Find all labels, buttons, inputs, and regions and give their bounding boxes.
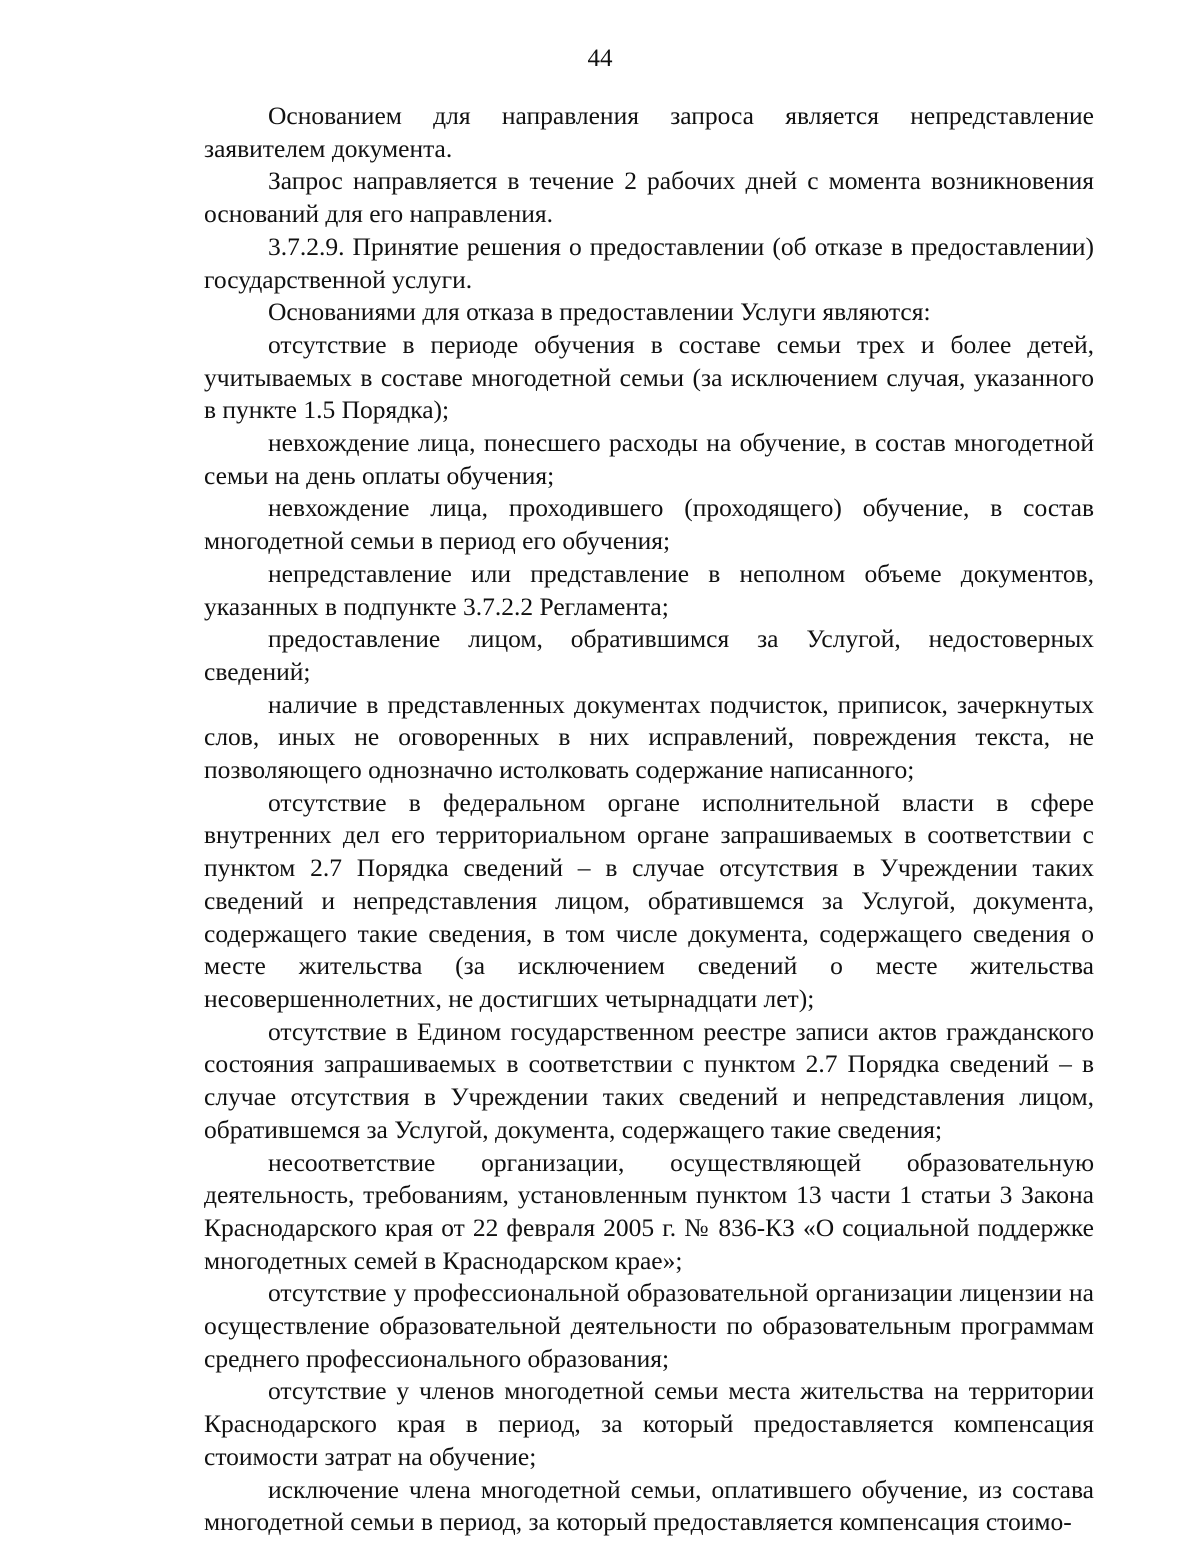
document-body [204, 100, 1094, 1539]
page-number: 44 [587, 45, 613, 72]
list-item-refusal-ground: наличие в представленных документах подчисток, приписок, зачеркнутых слов, иных не оговоренных в них исправлений, повреждения текста, не позволяющего однозначно истолковать содержание написанного; [204, 689, 1094, 785]
paragraph-section-3-7-2-9: 3.7.2.9. Принятие решения о предоставлении (об отказе в предоставлении) государственной услуги. [204, 231, 1094, 294]
list-item-refusal-ground: отсутствие в периоде обучения в составе семьи трех и более детей, учитываемых в составе многодетной семьи (за исключением случая, указанного в пункте 1.5 Порядка); [204, 329, 1094, 425]
paragraph-request-basis: Основанием для направления запроса является непредставление заявителем документа. [204, 101, 1094, 163]
list-item-refusal-ground: исключение члена многодетной семьи, оплатившего обучение, из состава многодетной семьи в период, за который предоставляется компенсация стоимо- [204, 1474, 1094, 1537]
list-item-refusal-ground: несоответствие организации, осуществляющей образовательную деятельность, требованиям, установленным пунктом 13 части 1 статьи 3 Закона Краснодарского края от 22 февраля 2005 г. № 836-КЗ «О социальной поддержке многодетных семей в Краснодарском крае»; [204, 1147, 1094, 1275]
paragraph-request-term: Запрос направляется в течение 2 рабочих дней с момента возникновения оснований для его направления. [204, 166, 1094, 229]
list-item-refusal-ground: отсутствие в Едином государственном реестре записи актов гражданского состояния запрашиваемых в соответствии с пунктом 2.7 Порядка сведений – в случае отсутствия в Учреждении таких сведений и непредставления лицом, обратившемся за Услугой, документа, содержащего такие сведения; [204, 1016, 1094, 1144]
list-item-refusal-ground: невхождение лица, понесшего расходы на обучение, в состав многодетной семьи на день оплаты обучения; [204, 428, 1094, 490]
paragraph-refusal-grounds-intro: Основаниями для отказа в предоставлении Услуги являются: [268, 297, 931, 327]
list-item-refusal-ground: отсутствие у членов многодетной семьи места жительства на территории Краснодарского края в период, за который предоставляется компенсация стоимости затрат на обучение; [204, 1376, 1094, 1471]
list-item-refusal-ground: невхождение лица, проходившего (проходящего) обучение, в состав многодетной семьи в период его обучения; [204, 493, 1094, 556]
list-item-refusal-ground: непредставление или представление в неполном объеме документов, указанных в подпункте 3.7.2.2 Регламента; [204, 558, 1094, 621]
list-item-refusal-ground: отсутствие в федеральном органе исполнительной власти в сфере внутренних дел его территориальном органе запрашиваемых в соответствии с пунктом 2.7 Порядка сведений – в случае отсутствия в Учреждении таких сведений и непредставления лицом, обратившемся за Услугой, документа, содержащего такие сведения, в том числе документа, содержащего сведения о месте жительства (за исключением сведений о месте жительства несовершеннолетних, не достигших четырнадцати лет); [204, 787, 1094, 1013]
list-item-refusal-ground: предоставление лицом, обратившимся за Услугой, недостоверных сведений; [204, 624, 1094, 686]
list-item-refusal-ground: отсутствие у профессиональной образовательной организации лицензии на осуществление образовательной деятельности по образовательным программам среднего профессионального образования; [204, 1278, 1094, 1373]
